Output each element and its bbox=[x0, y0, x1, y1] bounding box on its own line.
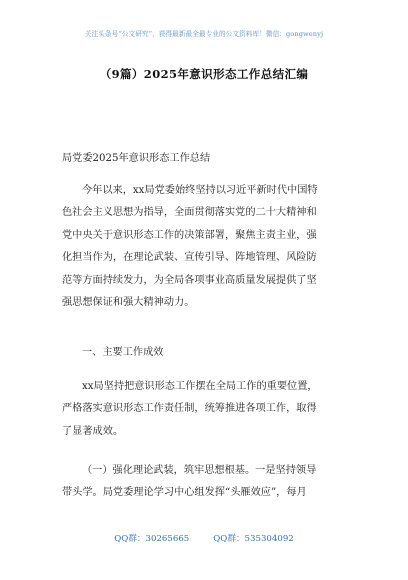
paragraph-line: （一）强化理论武装，筑牢思想根基。一是坚持领导 bbox=[82, 465, 317, 476]
paragraph-intro bbox=[62, 180, 348, 314]
paragraph-line: xx局坚持把意识形态工作摆在全局工作的重要位置， bbox=[82, 381, 318, 392]
paragraph-line: 党中央关于意识形态工作的决策部署，聚焦主责主业，强 bbox=[62, 229, 317, 241]
paragraph-line: 了显著成效。 bbox=[62, 425, 124, 437]
footer-contact bbox=[0, 532, 408, 544]
document-title: （9篇）2025年意识形态工作总结汇编 bbox=[99, 67, 309, 81]
footer-qq-group-1: QQ群：30265665 bbox=[114, 534, 190, 544]
section-heading: 一、主要工作成效 bbox=[82, 347, 164, 358]
paragraph-theory bbox=[62, 460, 348, 505]
paragraph-line: 范等方面持续发力，为全局各项事业高质量发展提供了坚 bbox=[62, 274, 317, 286]
document-subtitle: 局党委2025年意识形态工作总结 bbox=[62, 153, 211, 164]
paragraph-line: 色社会主义思想为指导，全面贯彻落实党的二十大精神和 bbox=[62, 207, 317, 219]
paragraph-line: 化担当作为，在理论武装、宣传引导、阵地管理、风险防 bbox=[62, 252, 317, 264]
paragraph-line: 强思想保证和强大精神动力。 bbox=[62, 297, 195, 309]
header-promo-banner: 关注头条号“公文研究”，获得最新最全最专业的公文资料库！微信：gongwenyj bbox=[84, 30, 324, 38]
paragraph-line: 今年以来，xx局党委始终坚持以习近平新时代中国特 bbox=[82, 185, 318, 196]
paragraph-achievements bbox=[62, 376, 348, 443]
paragraph-line: 带头学。局党委理论学习中心组发挥“头雁效应”，每月 bbox=[62, 487, 307, 499]
paragraph-line: 严格落实意识形态工作责任制，统筹推进各项工作，取得 bbox=[62, 403, 317, 415]
footer-qq-group-2: QQ群：535304092 bbox=[213, 534, 294, 544]
